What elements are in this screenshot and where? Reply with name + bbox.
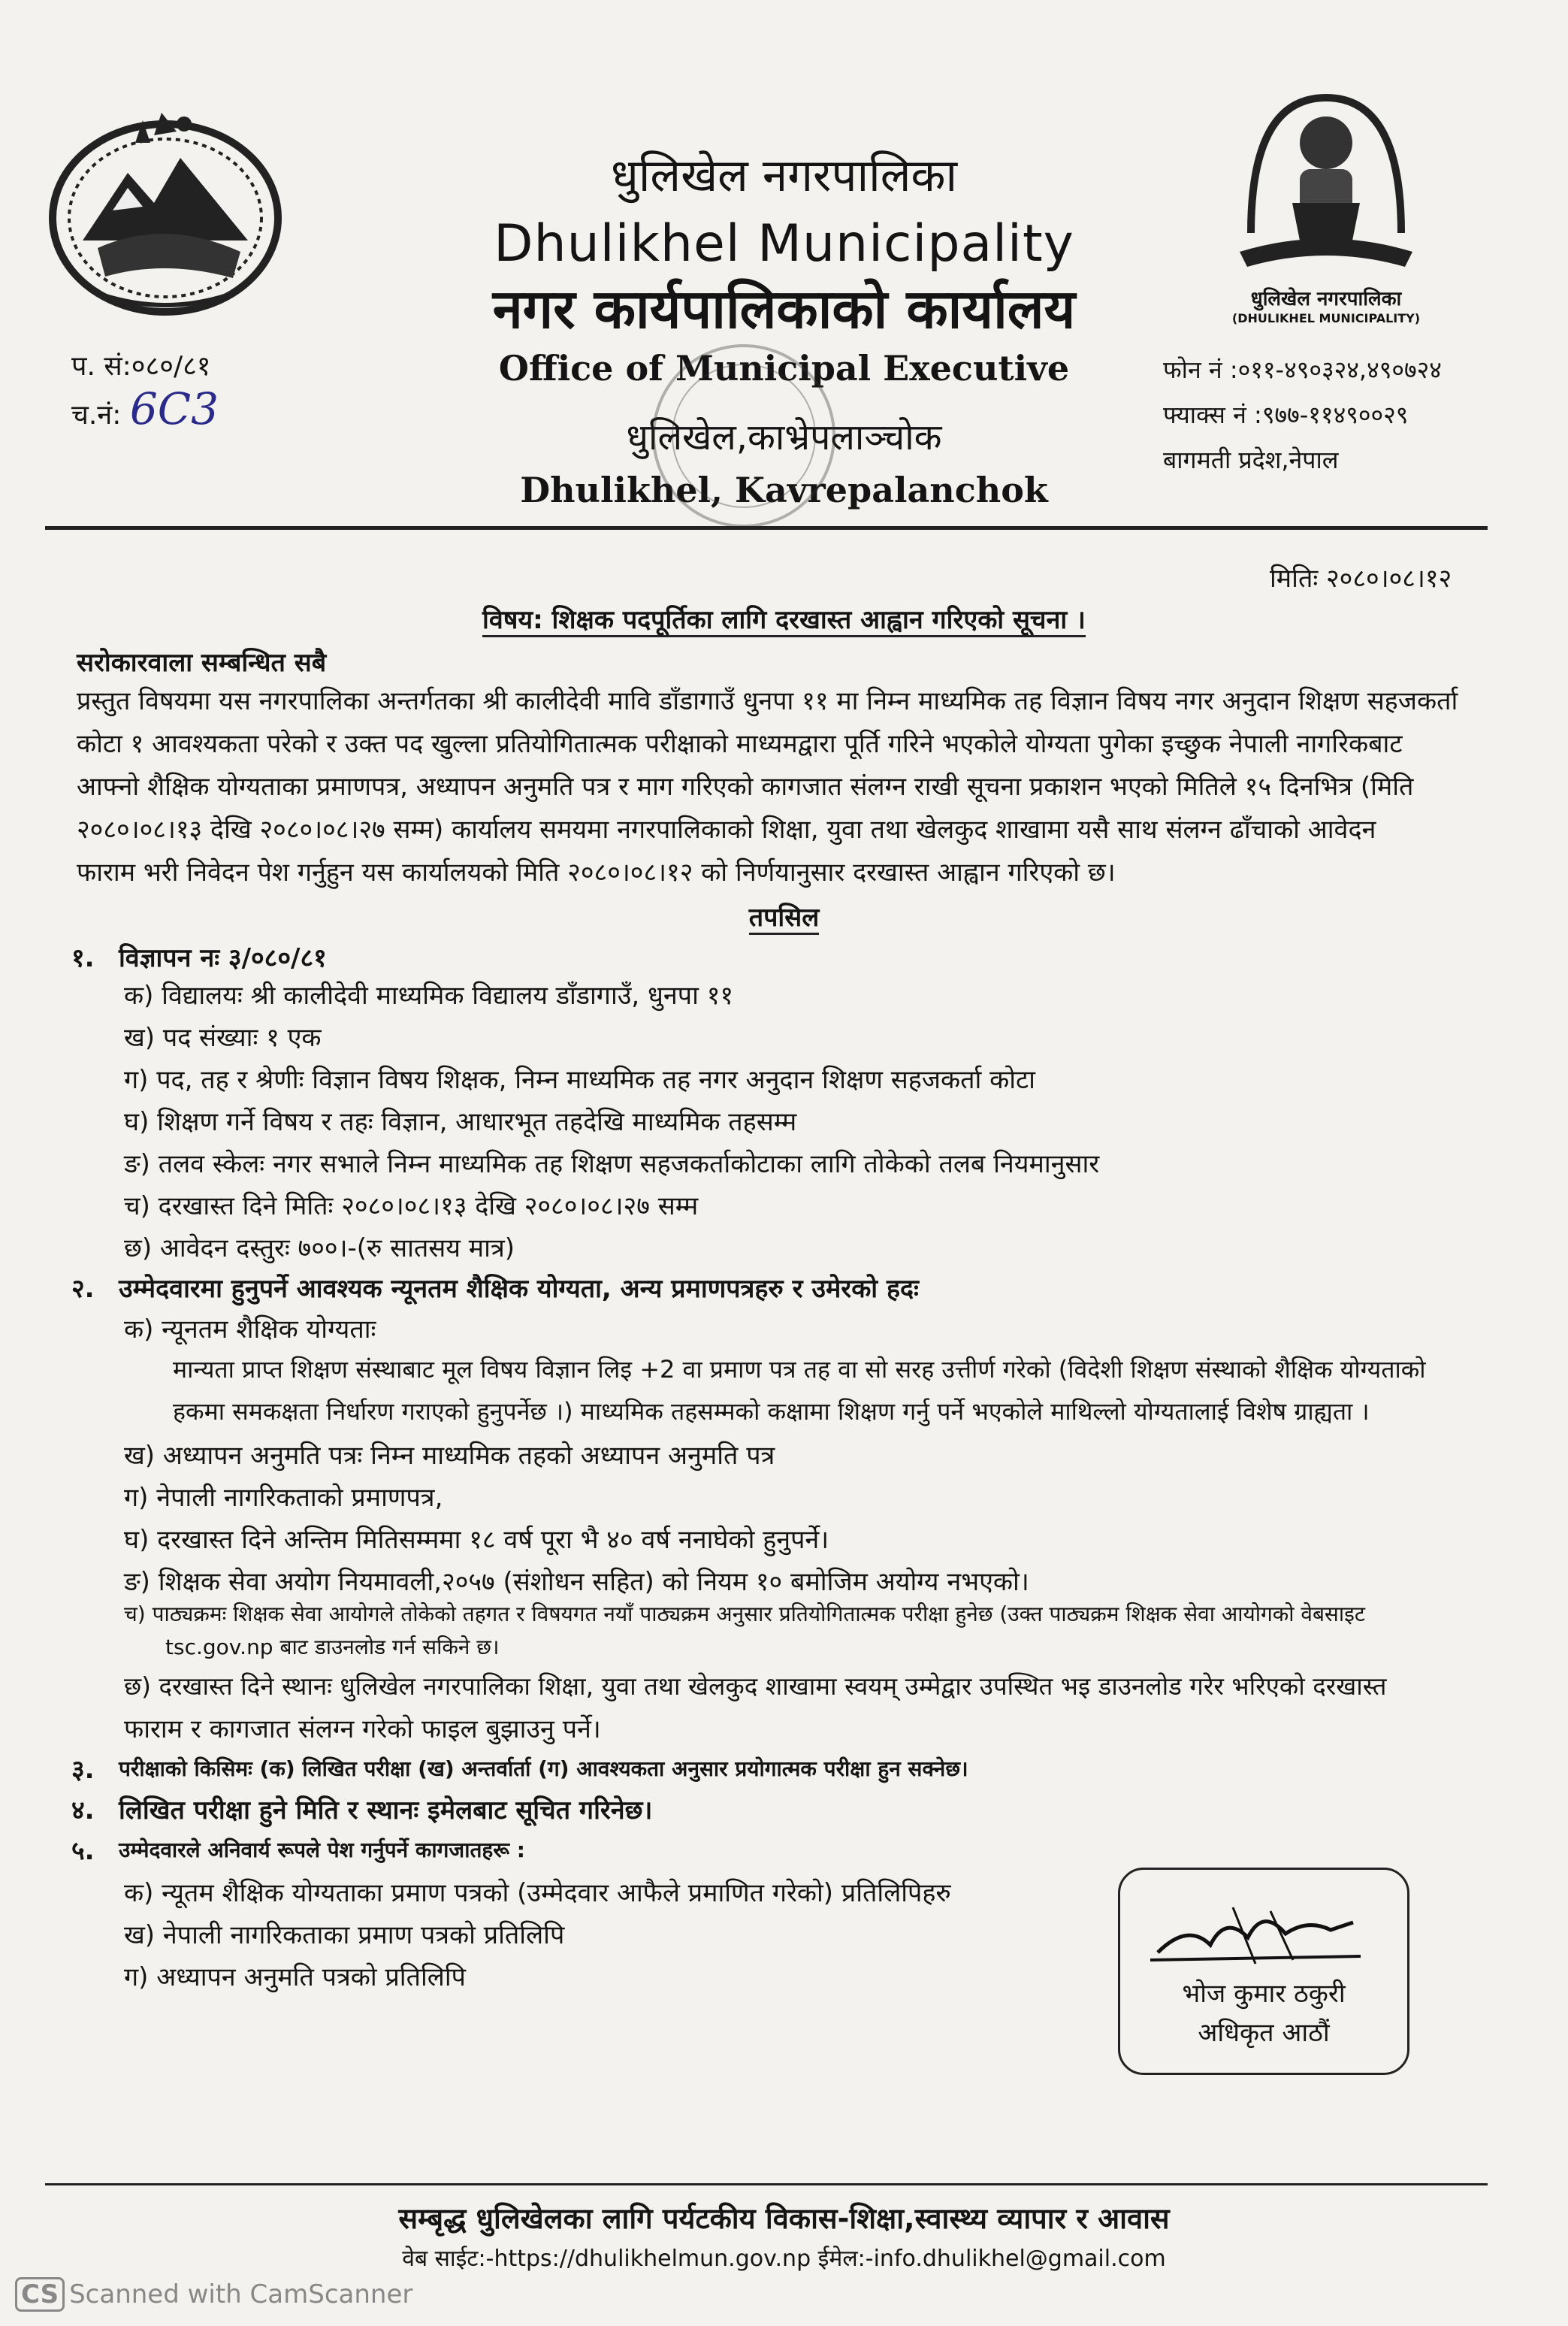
section-2-item-text: हकमा समकक्षता निर्धारण गराएको हुनुपर्नेछ ।) माध्यमिक तहसम्मको कक्षामा शिक्षण गर्नु पर्ने भएकोले माथिल्लो योग्यतालाई विशेष ग्राह्यता । (173, 1397, 1370, 1426)
section-2-item-text: मान्यता प्राप्त शिक्षण संस्थाबाट मूल विषय विज्ञान लिइ +2 वा प्रमाण पत्र तह वा सो सरह उत्तीर्ण गरेको (विदेशी शिक्षण संस्थाको शैक्षिक योग्यताको (173, 1355, 1426, 1384)
section-4-text: लिखित परीक्षा हुने मिति र स्थानः इमेलबाट सूचित गरिनेछ। (119, 1795, 653, 1825)
subject-text: विषय: शिक्षक पदपूर्तिका लागि दरखास्त आह्वान गरिएको सूचना । (482, 605, 1086, 637)
footer-slogan: सम्बृद्ध धुलिखेलका लागि पर्यटकीय विकास-शिक्षा,स्वास्थ्य व्यापार र आवास (398, 2202, 1170, 2235)
section-1-item: च) दरखास्त दिने मितिः २०८०।०८।१३ देखि २०८०।०८।२७ सम्म (124, 1191, 699, 1221)
tapsil-text: तपसिल (749, 903, 820, 935)
section-2-item: छ) दरखास्त दिने स्थानः धुलिखेल नगरपालिका शिक्षा, युवा तथा खेलकुद शाखामा स्वयम् उम्मेद्वार उपस्थित भइ डाउनलोड गरेर भरिएको दरखास्त (124, 1671, 1387, 1701)
section-1-item: ग) पद, तह र श्रेणीः विज्ञान विषय शिक्षक, निम्न माध्यमिक तह नगर अनुदान शिक्षण सहजकर्ता कोटा (124, 1065, 1035, 1095)
section-1-item: ख) पद संख्याः १ एक (124, 1023, 322, 1053)
office-stamp (639, 323, 849, 549)
logo-caption-en: (DHULIKHEL MUNICIPALITY) (1231, 311, 1421, 325)
section-2-number: २. (71, 1274, 95, 1304)
place-np: धुलिखेल,काभ्रेपलाञ्चोक (626, 416, 942, 458)
camscanner-text: Scanned with CamScanner (69, 2279, 413, 2309)
signatory-designation: अधिकृत आठौं (1198, 2018, 1330, 2048)
office-name-en: Office of Municipal Executive (498, 348, 1070, 389)
municipality-name-en: Dhulikhel Municipality (494, 214, 1074, 274)
section-1-item: घ) शिक्षण गर्ने विषय र तहः विज्ञान, आधारभूत तहदेखि माध्यमिक तहसम्म (124, 1107, 797, 1137)
section-2-title: उम्मेदवारमा हुनुपर्ने आवश्यक न्यूनतम शैक्षिक योग्यता, अन्य प्रमाणपत्रहरु र उमेरको हदः (119, 1274, 919, 1304)
section-2-item: ख) अध्यापन अनुमति पत्रः निम्न माध्यमिक तहको अध्यापन अनुमति पत्र (124, 1441, 775, 1471)
fax-number: फ्याक्स नं :९७७-११४९००२९ (1163, 401, 1409, 429)
body-paragraph (77, 680, 1491, 894)
municipality-name-np: धुलिखेल नगरपालिका (610, 150, 958, 202)
header-divider (45, 526, 1488, 530)
section-2-item-text: tsc.gov.np बाट डाउनलोड गर्न सकिने छ। (165, 1635, 500, 1659)
office-name-np: नगर कार्यपालिकाको कार्यालय (492, 277, 1076, 340)
body-line: आफ्नो शैक्षिक योग्यताका प्रमाणपत्र, अध्यापन अनुमति पत्र र माग गरिएको कागजात संलग्न राखी सूचना प्रकाशन भएको मितिले १५ दिनभित्र (मिति (77, 772, 1414, 802)
section-1-item: ङ) तलव स्केलः नगर सभाले निम्न माध्यमिक तह शिक्षण सहजकर्ताकोटाका लागि तोकेको तलब नियमानुसार (124, 1149, 1100, 1179)
logo-caption-np: धुलिखेल नगरपालिका (1250, 288, 1402, 310)
section-5-number: ५. (71, 1836, 95, 1866)
section-2-item: ङ) शिक्षक सेवा अयोग नियमावली,२०५७ (संशोधन सहित) को नियम १० बमोजिम अयोग्य नभएको। (124, 1567, 1029, 1597)
contact-block (1163, 347, 1442, 482)
province: बागमती प्रदेश,नेपाल (1163, 446, 1339, 474)
section-4-number: ४. (71, 1795, 95, 1825)
phone-number: फोन नं :०११-४९०३२४,४९०७२४ (1163, 355, 1442, 384)
body-line: फाराम भरी निवेदन पेश गर्नुहुन यस कार्यालयको मिति २०८०।०८।१२ को निर्णयानुसार दरखास्त आह्वान गरिएको छ। (77, 858, 1116, 888)
camscanner-badge-icon: CS (15, 2277, 65, 2312)
section-5-item: ख) नेपाली नागरिकताका प्रमाण पत्रको प्रतिलिपि (124, 1920, 565, 1950)
section-1-number: १. (71, 943, 95, 973)
signature-box (1118, 1868, 1409, 2075)
section-2-item: च) पाठ्यक्रमः शिक्षक सेवा आयोगले तोकेको तहगत र विषयगत नयाँ पाठ्यक्रम अनुसार प्रतियोगितात्मक परीक्षा हुनेछ (उक्त पाठ्यक्रम शिक्षक सेवा आयोगको वेबसाइट (124, 1602, 1365, 1626)
section-3-text: परीक्षाको किसिमः (क) लिखित परीक्षा (ख) अन्तर्वार्ता (ग) आवश्यकता अनुसार प्रयोगात्मक परीक्षा हुन सक्नेछ। (119, 1756, 968, 1781)
section-3-number: ३. (71, 1755, 95, 1785)
section-1-item: क) विद्यालयः श्री कालीदेवी माध्यमिक विद्यालय डाँडागाउँ, धुनपा ११ (124, 981, 734, 1011)
section-2-item-text: फाराम र कागजात संलग्न गरेको फाइल बुझाउनु पर्ने। (124, 1714, 601, 1744)
handwritten-signature (1143, 1892, 1368, 1975)
body-line: २०८०।०८।१३ देखि २०८०।०८।२७ सम्म) कार्यालय समयमा नगरपालिकाको शिक्षा, युवा तथा खेलकुद शाखामा यसै साथ संलग्न ढाँचाको आवेदन (77, 815, 1376, 845)
letter-date: मितिः २०८०।०८।१२ (1270, 564, 1452, 594)
footer-divider (45, 2183, 1488, 2185)
signatory-name: भोज कुमार ठकुरी (1182, 1979, 1346, 2009)
section-1-title: विज्ञापन नः ३/०८०/८१ (119, 943, 327, 973)
addressee: सरोकारवाला सम्बन्धित सबै (77, 648, 327, 678)
body-line: कोटा १ आवश्यकता परेको र उक्त पद खुल्ला प्रतियोगितात्मक परीक्षाको माध्यमद्वारा पूर्ति गरिने भएकोले योग्यता पुगेका इच्छुक नेपाली नागरिकबाट (77, 729, 1403, 759)
section-2-item: क) न्यूनतम शैक्षिक योग्यताः (124, 1314, 376, 1344)
dispatch-number: 6C3 (129, 383, 219, 434)
body-line: प्रस्तुत विषयमा यस नगरपालिका अन्तर्गतका श्री कालीदेवी मावि डाँडागाउँ धुनपा ११ मा निम्न माध्यमिक तह विज्ञान विषय नगर अनुदान शिक्षण सहजकर्ता (77, 686, 1458, 716)
section-1-item: छ) आवेदन दस्तुरः ७००।-(रु सातसय मात्र) (124, 1233, 515, 1263)
camscanner-watermark (15, 2277, 412, 2312)
footer-contact: वेब साईट:-https://dhulikhelmun.gov.np ईमेल:-info.dhulikhel@gmail.com (402, 2246, 1166, 2272)
reference-number: प. सं:०८०/८१ (71, 351, 211, 382)
dispatch-number-row (71, 383, 219, 437)
section-2-item: ग) नेपाली नागरिकताको प्रमाणपत्र, (124, 1483, 443, 1513)
tapsil-heading (0, 899, 1568, 933)
section-5-title: उम्मेदवारले अनिवार्य रूपले पेश गर्नुपर्ने कागजातहरू : (119, 1838, 525, 1862)
reference-block (71, 346, 219, 437)
section-5-item: क) न्यूतम शैक्षिक योग्यताका प्रमाण पत्रको (उम्मेदवार आफैले प्रमाणित गरेको) प्रतिलिपिहरु (124, 1878, 951, 1908)
section-5-item: ग) अध्यापन अनुमति पत्रको प्रतिलिपि (124, 1962, 466, 1992)
subject-line (0, 601, 1568, 636)
dispatch-label: च.नं: (71, 400, 122, 431)
place-en: Dhulikhel, Kavrepalanchok (520, 470, 1048, 510)
section-2-item: घ) दरखास्त दिने अन्तिम मितिसम्ममा १८ वर्ष पूरा भै ४० वर्ष ननाघेको हुनुपर्ने। (124, 1525, 829, 1555)
